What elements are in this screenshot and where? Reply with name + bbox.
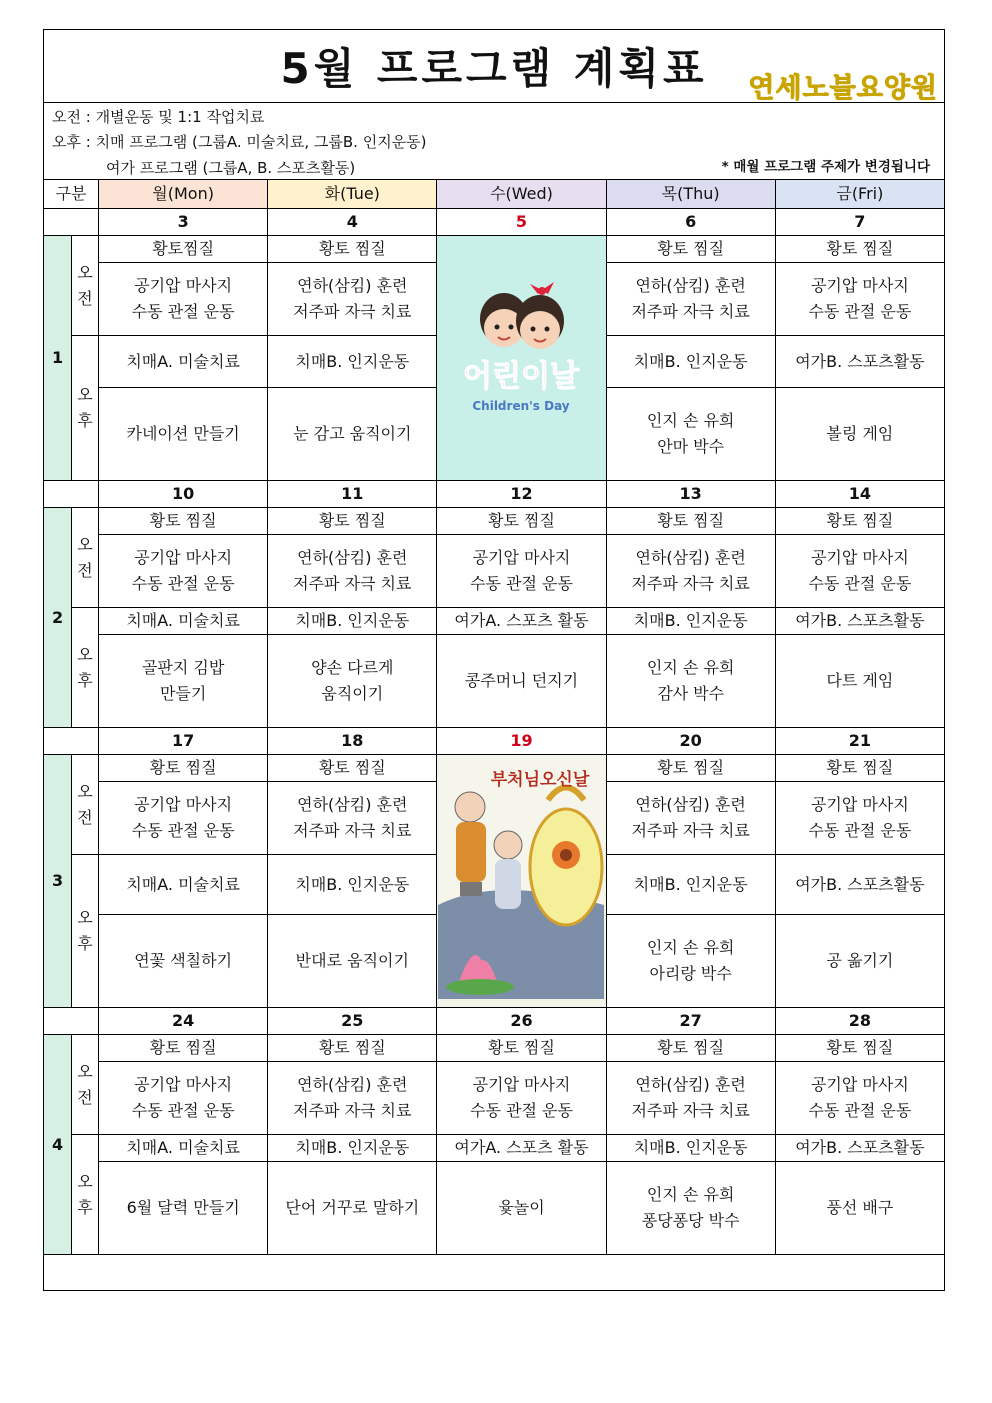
pm-label: 오 후 xyxy=(72,608,99,728)
date-row-spacer xyxy=(44,481,99,508)
am-label: 오 전 xyxy=(72,236,99,336)
pm-activity-cell xyxy=(99,635,268,728)
activity-line: 수동 관절 운동 xyxy=(808,574,912,593)
pm-activity-cell xyxy=(437,635,606,728)
activity-line: 공기압 마사지 xyxy=(810,276,909,295)
activity-line: 연하(삼킴) 훈련 xyxy=(635,548,746,567)
activity-line: 수동 관절 운동 xyxy=(470,574,573,593)
activity-line: 수동 관절 운동 xyxy=(131,302,235,321)
am-top-row xyxy=(44,755,945,782)
am-activity-cell xyxy=(606,535,775,608)
am-main-row xyxy=(44,535,945,608)
pm-main-row xyxy=(44,1162,945,1255)
childrens-day-title: 어린이날 xyxy=(463,359,580,394)
pm-activity-cell xyxy=(268,1162,437,1255)
pm-activity-cell xyxy=(775,1162,944,1255)
activity-line: 양손 다르게 xyxy=(311,658,394,677)
pm-top-cell: 치매B. 인지운동 xyxy=(606,336,775,388)
pm-top-cell: 치매B. 인지운동 xyxy=(606,608,775,635)
date-cell: 24 xyxy=(99,1008,268,1035)
activity-line: 저주파 자극 치료 xyxy=(293,1101,412,1120)
am-activity-cell xyxy=(99,535,268,608)
am-top-cell: 황토 찜질 xyxy=(99,755,268,782)
activity-line: 공기압 마사지 xyxy=(134,276,233,295)
childrens-day-image xyxy=(437,236,606,481)
am-activity-cell xyxy=(775,1062,944,1135)
activity-line: 아리랑 박수 xyxy=(649,964,732,983)
pm-activity-cell xyxy=(99,1162,268,1255)
activity-line: 연꽃 색칠하기 xyxy=(134,951,233,970)
am-activity-cell xyxy=(606,782,775,855)
childrens-day-subtitle: Children's Day xyxy=(472,399,571,413)
am-top-cell: 황토 찜질 xyxy=(99,1035,268,1062)
activity-line: 공기압 마사지 xyxy=(810,1075,909,1094)
buddha-birthday-title: 부처님오신날 xyxy=(491,770,590,790)
am-label: 오 전 xyxy=(72,1035,99,1135)
pm-top-cell: 치매B. 인지운동 xyxy=(606,1135,775,1162)
pm-top-cell: 여가B. 스포츠활동 xyxy=(775,1135,944,1162)
am-top-cell: 황토 찜질 xyxy=(606,236,775,263)
activity-line: 수동 관절 운동 xyxy=(808,302,912,321)
info-section xyxy=(44,103,944,179)
am-activity-cell xyxy=(606,263,775,336)
activity-line: 퐁당퐁당 박수 xyxy=(641,1211,740,1230)
am-top-row xyxy=(44,236,945,263)
am-activity-cell xyxy=(99,782,268,855)
date-cell: 25 xyxy=(268,1008,437,1035)
pm-top-row xyxy=(44,1135,945,1162)
date-cell: 4 xyxy=(268,209,437,236)
pm-activity-cell xyxy=(99,915,268,1008)
pm-main-row xyxy=(44,635,945,728)
pm-top-cell: 치매A. 미술치료 xyxy=(99,608,268,635)
pm-activity-cell xyxy=(606,915,775,1008)
pm-top-cell: 치매B. 인지운동 xyxy=(268,336,437,388)
date-row xyxy=(44,481,945,508)
activity-line: 반대로 움직이기 xyxy=(295,951,409,970)
activity-line: 공기압 마사지 xyxy=(134,548,233,567)
activity-line: 공기압 마사지 xyxy=(810,795,909,814)
header-day: 월(Mon) xyxy=(99,180,268,209)
pm-top-cell: 여가A. 스포츠 활동 xyxy=(437,1135,606,1162)
am-top-cell: 황토 찜질 xyxy=(437,1035,606,1062)
activity-line: 인지 손 유희 xyxy=(646,411,735,430)
am-activity-cell xyxy=(437,1062,606,1135)
activity-line: 연하(삼킴) 훈련 xyxy=(297,276,408,295)
am-activity-cell xyxy=(268,1062,437,1135)
date-cell: 5 xyxy=(437,209,606,236)
activity-line: 연하(삼킴) 훈련 xyxy=(635,795,746,814)
activity-line: 수동 관절 운동 xyxy=(131,821,235,840)
pm-activity-cell xyxy=(775,635,944,728)
info-leisure: 여가 프로그램 (그룹A, B. 스포츠활동) xyxy=(106,159,356,177)
am-activity-cell xyxy=(775,782,944,855)
am-main-row xyxy=(44,1062,945,1135)
activity-line: 감사 박수 xyxy=(657,684,725,703)
header-day: 수(Wed) xyxy=(437,180,606,209)
activity-line: 공기압 마사지 xyxy=(810,548,909,567)
activity-line: 볼링 게임 xyxy=(826,424,894,443)
activity-line: 수동 관절 운동 xyxy=(470,1101,573,1120)
activity-line: 연하(삼킴) 훈련 xyxy=(297,548,408,567)
activity-line: 연하(삼킴) 훈련 xyxy=(635,276,746,295)
pm-activity-cell xyxy=(606,635,775,728)
am-top-cell: 황토 찜질 xyxy=(775,236,944,263)
week-number: 1 xyxy=(44,236,72,481)
date-cell: 20 xyxy=(606,728,775,755)
am-top-row xyxy=(44,508,945,535)
pm-label: 오 후 xyxy=(72,336,99,481)
activity-line: 저주파 자극 치료 xyxy=(631,821,750,840)
header-corner: 구분 xyxy=(44,180,99,209)
date-cell: 10 xyxy=(99,481,268,508)
activity-line: 저주파 자극 치료 xyxy=(631,1101,750,1120)
activity-line: 공 옮기기 xyxy=(826,951,894,970)
info-afternoon: 오후 : 치매 프로그램 (그룹A. 미술치료, 그룹B. 인지운동) xyxy=(52,133,427,151)
org-name-logo: 연세노블요양원 xyxy=(748,73,938,104)
activity-line: 단어 거꾸로 말하기 xyxy=(285,1198,420,1217)
am-top-cell: 황토 찜질 xyxy=(437,508,606,535)
date-cell: 3 xyxy=(99,209,268,236)
date-cell: 27 xyxy=(606,1008,775,1035)
week-number: 3 xyxy=(44,755,72,1008)
pm-activity-cell xyxy=(606,1162,775,1255)
date-cell: 18 xyxy=(268,728,437,755)
info-morning: 오전 : 개별운동 및 1:1 작업치료 xyxy=(52,108,265,126)
pm-top-cell: 치매B. 인지운동 xyxy=(268,855,437,915)
date-row xyxy=(44,209,945,236)
date-row-spacer xyxy=(44,728,99,755)
pm-activity-cell xyxy=(268,915,437,1008)
pm-activity-cell xyxy=(268,388,437,481)
buddha-birthday-illustration xyxy=(438,755,604,999)
date-cell: 6 xyxy=(606,209,775,236)
activity-line: 풍선 배구 xyxy=(826,1198,894,1217)
pm-top-cell: 여가A. 스포츠 활동 xyxy=(437,608,606,635)
date-cell: 21 xyxy=(775,728,944,755)
date-cell: 28 xyxy=(775,1008,944,1035)
activity-line: 연하(삼킴) 훈련 xyxy=(297,1075,408,1094)
am-activity-cell xyxy=(775,535,944,608)
activity-line: 안마 박수 xyxy=(657,437,725,456)
pm-activity-cell xyxy=(606,388,775,481)
date-cell: 7 xyxy=(775,209,944,236)
pm-top-cell: 치매B. 인지운동 xyxy=(606,855,775,915)
activity-line: 눈 감고 움직이기 xyxy=(293,424,412,443)
schedule-table xyxy=(43,179,945,1255)
activity-line: 인지 손 유희 xyxy=(646,1185,735,1204)
activity-line: 수동 관절 운동 xyxy=(808,1101,912,1120)
activity-line: 수동 관절 운동 xyxy=(131,574,235,593)
activity-line: 윷놀이 xyxy=(498,1198,545,1217)
pm-activity-cell xyxy=(437,1162,606,1255)
pm-label: 오 후 xyxy=(72,1135,99,1255)
activity-line: 골판지 김밥 xyxy=(141,658,225,677)
schedule-sheet xyxy=(43,29,945,1291)
activity-line: 공기압 마사지 xyxy=(472,548,571,567)
am-top-cell: 황토 찜질 xyxy=(606,508,775,535)
activity-line: 저주파 자극 치료 xyxy=(293,302,412,321)
am-top-cell: 황토 찜질 xyxy=(606,1035,775,1062)
am-top-cell: 황토 찜질 xyxy=(268,1035,437,1062)
activity-line: 6월 달력 만들기 xyxy=(126,1198,240,1217)
am-top-cell: 황토 찜질 xyxy=(775,1035,944,1062)
am-activity-cell xyxy=(268,782,437,855)
activity-line: 인지 손 유희 xyxy=(646,938,735,957)
activity-line: 인지 손 유희 xyxy=(646,658,735,677)
am-activity-cell xyxy=(99,263,268,336)
pm-top-cell: 여가B. 스포츠활동 xyxy=(775,855,944,915)
am-label: 오 전 xyxy=(72,508,99,608)
activity-line: 공기압 마사지 xyxy=(134,1075,233,1094)
date-cell: 19 xyxy=(437,728,606,755)
date-row-spacer xyxy=(44,1008,99,1035)
pm-top-row xyxy=(44,608,945,635)
activity-line: 저주파 자극 치료 xyxy=(631,574,750,593)
buddha-birthday-image xyxy=(437,755,606,1008)
am-top-cell: 황토 찜질 xyxy=(775,508,944,535)
am-top-cell: 황토 찜질 xyxy=(99,508,268,535)
am-top-row xyxy=(44,1035,945,1062)
pm-activity-cell xyxy=(775,388,944,481)
activity-line: 저주파 자극 치료 xyxy=(631,302,750,321)
title-row xyxy=(44,30,944,103)
activity-line: 공기압 마사지 xyxy=(472,1075,571,1094)
header-day: 금(Fri) xyxy=(775,180,944,209)
pm-top-cell: 치매A. 미술치료 xyxy=(99,1135,268,1162)
am-activity-cell xyxy=(99,1062,268,1135)
childrens-day-illustration xyxy=(438,236,604,472)
pm-activity-cell xyxy=(99,388,268,481)
header-row xyxy=(44,180,945,209)
pm-top-cell: 여가B. 스포츠활동 xyxy=(775,336,944,388)
date-cell: 12 xyxy=(437,481,606,508)
week-number: 4 xyxy=(44,1035,72,1255)
header-day: 목(Thu) xyxy=(606,180,775,209)
activity-line: 만들기 xyxy=(159,684,207,703)
am-activity-cell xyxy=(606,1062,775,1135)
date-cell: 14 xyxy=(775,481,944,508)
am-activity-cell xyxy=(268,535,437,608)
date-cell: 17 xyxy=(99,728,268,755)
activity-line: 콩주머니 던지기 xyxy=(464,671,579,690)
am-label: 오 전 xyxy=(72,755,99,855)
am-top-cell: 황토 찜질 xyxy=(268,236,437,263)
pm-top-cell: 치매A. 미술치료 xyxy=(99,336,268,388)
header-day: 화(Tue) xyxy=(268,180,437,209)
activity-line: 공기압 마사지 xyxy=(134,795,233,814)
am-activity-cell xyxy=(775,263,944,336)
pm-activity-cell xyxy=(775,915,944,1008)
pm-top-cell: 여가B. 스포츠활동 xyxy=(775,608,944,635)
am-top-cell: 황토 찜질 xyxy=(268,508,437,535)
pm-activity-cell xyxy=(268,635,437,728)
date-row xyxy=(44,1008,945,1035)
activity-line: 연하(삼킴) 훈련 xyxy=(297,795,408,814)
activity-line: 저주파 자극 치료 xyxy=(293,574,412,593)
page-title: 5월 프로그램 계획표 xyxy=(280,44,708,93)
activity-line: 카네이션 만들기 xyxy=(126,424,240,443)
am-top-cell: 황토 찜질 xyxy=(775,755,944,782)
date-row xyxy=(44,728,945,755)
date-cell: 13 xyxy=(606,481,775,508)
activity-line: 움직이기 xyxy=(321,684,384,703)
activity-line: 저주파 자극 치료 xyxy=(293,821,412,840)
pm-label: 오 후 xyxy=(72,855,99,1008)
am-top-cell: 황토 찜질 xyxy=(268,755,437,782)
am-top-cell: 황토찜질 xyxy=(99,236,268,263)
activity-line: 수동 관절 운동 xyxy=(808,821,912,840)
pm-top-cell: 치매A. 미술치료 xyxy=(99,855,268,915)
am-activity-cell xyxy=(268,263,437,336)
am-activity-cell xyxy=(437,535,606,608)
pm-top-cell: 치매B. 인지운동 xyxy=(268,608,437,635)
activity-line: 다트 게임 xyxy=(826,671,894,690)
week-number: 2 xyxy=(44,508,72,728)
activity-line: 연하(삼킴) 훈련 xyxy=(635,1075,746,1094)
notice-text: * 매월 프로그램 주제가 변경됩니다 xyxy=(721,159,930,175)
date-row-spacer xyxy=(44,209,99,236)
am-top-cell: 황토 찜질 xyxy=(606,755,775,782)
activity-line: 수동 관절 운동 xyxy=(131,1101,235,1120)
pm-top-cell: 치매B. 인지운동 xyxy=(268,1135,437,1162)
date-cell: 11 xyxy=(268,481,437,508)
date-cell: 26 xyxy=(437,1008,606,1035)
